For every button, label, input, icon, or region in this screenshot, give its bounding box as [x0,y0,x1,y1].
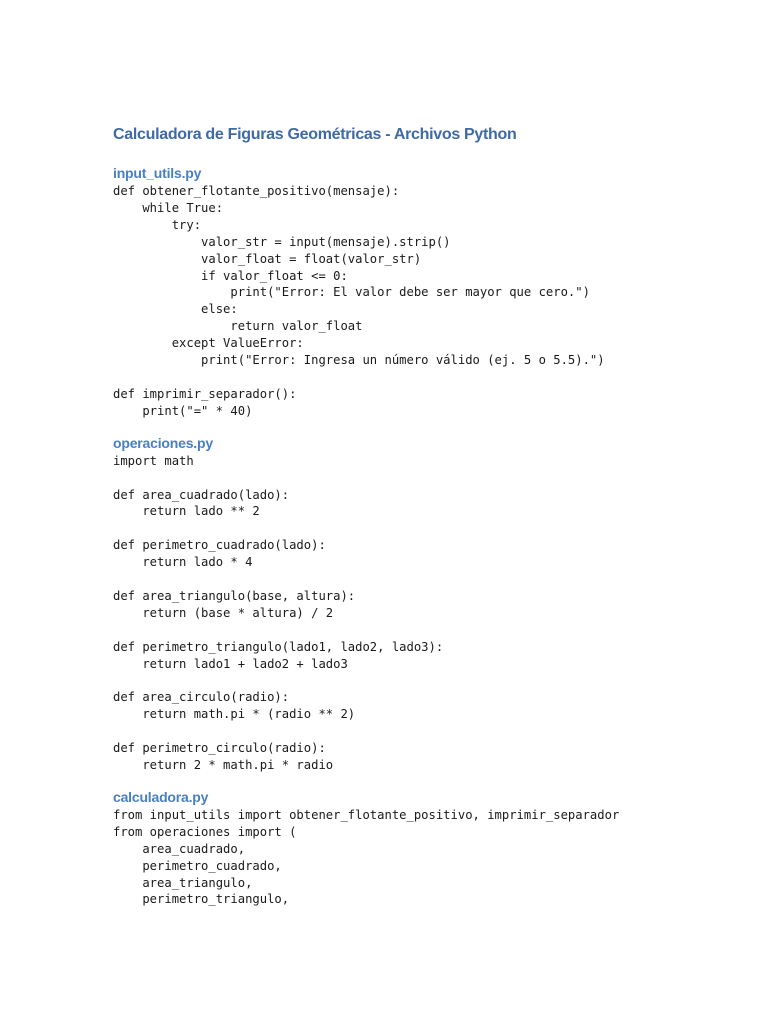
file-section-input-utils [113,164,753,420]
code-block-input-utils: def obtener_flotante_positivo(mensaje): while True: try: valor_str = input(mensaje).strip() valor_float = float(valor_str) if valor_float <= 0: print("Error: El valor debe ser mayor que cero.") else: return valor_float except ValueError: print("Error: Ingresa un número válido (ej. 5 o 5.5).") def imprimir_separador(): print("=" * 40) [113,184,605,418]
file-section-operaciones [113,434,753,774]
document-page [113,124,753,922]
file-heading-input-utils: input_utils.py [113,165,202,181]
file-section-calculadora [113,788,753,908]
file-heading-calculadora: calculadora.py [113,788,209,805]
file-heading-operaciones: operaciones.py [113,434,213,451]
code-block-operaciones: import math def area_cuadrado(lado): return lado ** 2 def perimetro_cuadrado(lado): return lado * 4 def area_triangulo(base, altura): return (base * altura) / 2 def perimetro_triangulo(lado1, lado2, lado3): return lado1 + lado2 + lado3 def area_circulo(radio): return math.pi * (radio ** 2) def perimetro_circulo(radio): return 2 * math.pi * radio [113,453,444,772]
code-block-calculadora: from input_utils import obtener_flotante_positivo, imprimir_separador from operaciones import ( area_cuadrado, perimetro_cuadrado, area_triangulo, perimetro_triangulo, [113,807,620,907]
document-title: Calculadora de Figuras Geométricas - Archivos Python [113,126,517,143]
